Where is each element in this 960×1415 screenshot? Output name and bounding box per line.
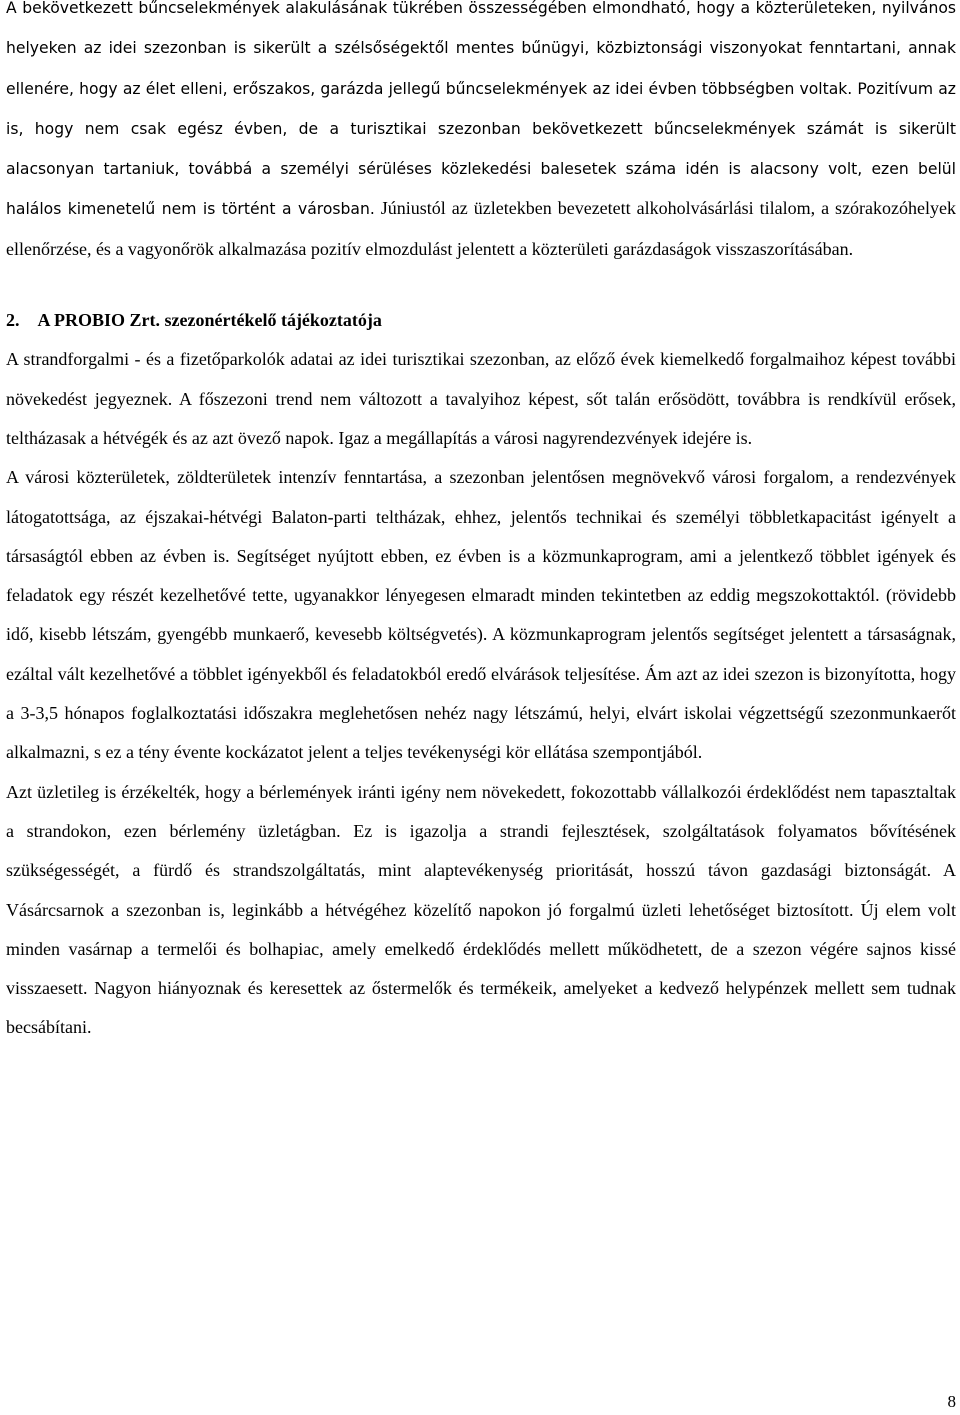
paragraph-strand-parking: A strandforgalmi - és a fizetőparkolók adatai az idei turisztikai szezonban, az előző évek kiemelkedő forgalmaihoz képest további növekedést jegyeznek. A főszezoni trend nem változott a tavalyihoz képest, sőt talán erősödött, továbbra is rendkívül erősek, teltházasak a hétvégék és az azt övező napok. Igaz a megállapítás a városi nagyrendezvények idejére is. [6,349,956,448]
page-number: 8 [947,1392,956,1411]
section-title: A PROBIO Zrt. szezonértékelő tájékoztatója [37,310,382,331]
paragraph-public-safety-serif-text: Júniustól az üzletekben bevezetett alkoholvásárlási tilalom, a szórakozóhelyek ellenőrzése, és a vagyonőrök alkalmazása pozitív elmozdulást jelentett a közterületi garázdaságok visszaszorításában. [6,198,957,259]
section-number: 2. [6,310,20,331]
document-page [6,0,956,1048]
paragraph-public-areas: A városi közterületek, zöldterületek intenzív fenntartása, a szezonban jelentősen megnövekvő városi forgalom, a rendezvények látogatottsága, az éjszakai-hétvégi Balaton-parti teltházak, ehhez, jelentős technikai és személyi többletkapacitást igényelt a társaságtól ebben az évben is. Segítséget nyújtott ebben, ez évben is a közmunkaprogram, ami a jelentkező többlet igények és feladatok egy részét kezelhetővé tette, ugyanakkor lényegesen elmaradt minden tekintetben az eddig megszokottaktól. (rövidebb idő, kisebb létszám, gyengébb munkaerő, kevesebb költségvetés). A közmunkaprogram jelentős segítséget jelentett a társaságnak, ezáltal vált kezelhetővé a többlet igényekből és feladatokból eredő elvárások teljesítése. Ám azt az idei szezon is bizonyította, hogy a 3-3,5 hónapos foglalkoztatási időszakra meglehetősen nehéz nagy létszámú, helyi, elvárt iskolai végzettségű szezonmunkaerőt alkalmazni, s ez a tény évente kockázatot jelent a teljes tevékenységi kör ellátása szempontjából. [6,467,956,763]
paragraph-public-safety [6,0,956,269]
section-heading [6,301,956,340]
paragraph-rentals-market: Azt üzletileg is érzékelték, hogy a bérlemények iránti igény nem növekedett, fokozottabb vállalkozói érdeklődést nem tapasztaltak a strandokon, ezen bérlemény üzletágban. Ez is igazolja a strandi fejlesztések, szolgáltatások folyamatos bővítésének szükségességét, a fürdő és strandszolgáltatás, mint alaptevékenység prioritását, hosszú távon gazdasági biztonságát. A Vásárcsarnok a szezonban is, leginkább a hétvégéhez közelítő napokon jó forgalmú üzleti lehetőséget biztosított. Új elem volt minden vasárnap a termelői és bolhapiac, amely emelkedő érdeklődés mellett működhetett, de a szezon végére sajnos kissé visszaesett. Nagyon hiányoznak és keresettek az őstermelők és termékeik, amelyeket a kedvező helypénzek mellett sem tudnak becsábítani. [6,781,956,1038]
paragraph-public-safety-sans-text: A bekövetkezett bűncselekmények alakulásának tükrében összességében elmondható, hogy a közterületeken, nyilvános helyeken az idei szezonban is sikerült a szélsőségektől mentes bűnügyi, közbiztonsági viszonyokat fenntartani, annak ellenére, hogy az élet elleni, erőszakos, garázda jellegű bűncselekmények az idei évben többségben voltak. Pozitívum az is, hogy nem csak egész évben, de a turisztikai szezonban bekövetkezett bűncselekmények számát is sikerült alacsonyan tartaniuk, továbbá a személyi sérüléses közlekedési balesetek száma idén is alacsony volt, ezen belül halálos kimenetelű nem is történt a városban. [6,0,956,219]
